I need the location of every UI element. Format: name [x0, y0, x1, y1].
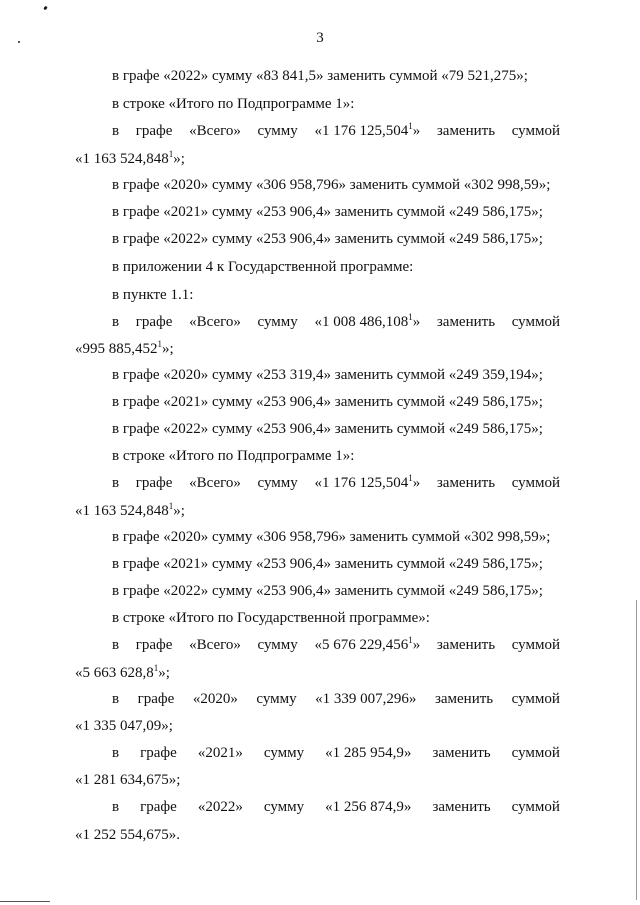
justified-word — [437, 474, 495, 492]
justified-word — [138, 690, 175, 708]
text-run: в — [112, 314, 120, 330]
justified-word — [136, 122, 173, 140]
text-line — [112, 528, 560, 546]
footnote-marker: 1 — [168, 149, 174, 159]
footnote-marker: 1 — [408, 635, 413, 645]
text-run: суммой — [511, 123, 560, 139]
text-line — [112, 258, 560, 276]
text-run: в графе «2022» сумму «253 906,4» заменить суммой «249 586,175»; — [112, 421, 543, 437]
text-run: «1 281 634,675»; — [75, 772, 181, 788]
justified-word — [435, 690, 493, 708]
text-run: в строке «Итого по Государственной программе»: — [112, 610, 430, 626]
text-run: заменить — [432, 799, 491, 815]
justified-word — [512, 636, 560, 654]
text-run: в — [112, 637, 120, 653]
justified-word — [136, 313, 173, 331]
scan-edge-line — [0, 901, 50, 902]
justified-word — [112, 122, 119, 140]
text-line — [112, 555, 560, 573]
text-run: в приложении 4 к Государственной программе: — [112, 259, 414, 275]
text-run: сумму — [256, 691, 297, 707]
page-number: 3 — [316, 30, 324, 46]
footnote-marker: 1 — [168, 501, 174, 511]
footnote-marker: 1 — [153, 663, 159, 673]
text-run: заменить — [434, 691, 494, 707]
footnote-marker: 1 — [408, 312, 413, 322]
justified-word — [112, 636, 119, 654]
text-line — [112, 230, 560, 248]
text-line — [75, 826, 560, 844]
text-line — [112, 95, 560, 113]
text-run: в графе «2020» сумму «306 958,796» заменить суммой «302 998,59»; — [112, 177, 551, 193]
text-run: в графе «2021» сумму «253 906,4» заменить суммой «249 586,175»; — [112, 556, 543, 572]
justified-word — [112, 798, 119, 816]
text-run: »; — [173, 151, 185, 167]
text-run: сумму — [257, 475, 298, 491]
text-run: «1 163 524,848 — [75, 151, 169, 167]
text-run: в — [112, 745, 120, 761]
footnote-marker: 1 — [408, 473, 413, 483]
justified-word — [314, 636, 420, 654]
justified-word — [112, 474, 119, 492]
text-line — [112, 690, 560, 708]
justified-word — [140, 744, 177, 762]
scan-speck — [43, 6, 48, 11]
text-run: «1 285 954,9» — [325, 745, 412, 761]
text-run: в графе «2020» сумму «306 958,796» заменить суммой «302 998,59»; — [112, 529, 551, 545]
justified-word — [189, 122, 241, 140]
justified-word — [256, 690, 296, 708]
text-run: суммой — [511, 745, 560, 761]
text-run: «Всего» — [189, 637, 241, 653]
text-run: графе — [137, 691, 175, 707]
justified-word — [512, 122, 560, 140]
justified-word — [258, 474, 298, 492]
text-run: в графе «2022» сумму «83 841,5» заменить суммой «79 521,275»; — [112, 68, 528, 84]
text-line — [112, 744, 560, 762]
justified-word — [512, 744, 560, 762]
justified-word — [314, 313, 420, 331]
justified-word — [198, 798, 243, 816]
text-run: »; — [173, 503, 185, 519]
justified-word — [112, 690, 119, 708]
text-run: в — [112, 475, 120, 491]
text-run: «1 176 125,504 — [314, 475, 409, 491]
text-run: «1 008 486,108 — [314, 314, 409, 330]
text-run: «5 676 229,456 — [314, 637, 409, 653]
text-run: сумму — [257, 637, 298, 653]
justified-word — [112, 313, 119, 331]
text-run: графе — [135, 637, 173, 653]
text-run: «5 663 628,8 — [75, 665, 154, 681]
text-line — [112, 313, 560, 331]
text-line — [112, 393, 560, 411]
text-run: »; — [158, 665, 170, 681]
justified-word — [112, 744, 119, 762]
justified-word — [198, 744, 243, 762]
text-run: графе — [135, 314, 173, 330]
text-line — [75, 664, 560, 682]
text-run: «2021» — [197, 745, 243, 761]
text-line — [75, 150, 560, 168]
justified-word — [258, 636, 298, 654]
justified-word — [437, 636, 495, 654]
text-line — [112, 609, 560, 627]
text-run: «1 256 874,9» — [325, 799, 412, 815]
text-line — [112, 447, 560, 465]
justified-word — [512, 474, 560, 492]
text-run: суммой — [511, 799, 560, 815]
text-run: в — [112, 799, 120, 815]
justified-word — [264, 798, 304, 816]
justified-word — [189, 474, 241, 492]
text-run: в пункте 1.1: — [112, 287, 194, 303]
text-run: суммой — [511, 314, 560, 330]
text-run: заменить — [436, 314, 496, 330]
text-run: » — [412, 475, 421, 491]
text-run: сумму — [257, 123, 298, 139]
text-run: заменить — [436, 123, 496, 139]
scan-edge-line — [636, 600, 637, 900]
footnote-marker: 1 — [157, 339, 162, 349]
justified-word — [189, 636, 241, 654]
justified-word — [193, 690, 238, 708]
text-run: «1 163 524,848 — [75, 503, 169, 519]
justified-word — [258, 313, 298, 331]
text-run: в — [112, 691, 120, 707]
justified-word — [264, 744, 304, 762]
text-line — [112, 67, 560, 85]
text-run: » — [412, 314, 421, 330]
justified-word — [432, 798, 490, 816]
text-run: в графе «2020» сумму «253 319,4» заменить суммой «249 359,194»; — [112, 367, 543, 383]
text-run: в графе «2022» сумму «253 906,4» заменить суммой «249 586,175»; — [112, 231, 543, 247]
text-run: графе — [135, 123, 173, 139]
text-run: в — [112, 123, 120, 139]
text-line — [112, 203, 560, 221]
text-line — [75, 502, 560, 520]
text-run: графе — [140, 799, 177, 815]
text-run: в графе «2021» сумму «253 906,4» заменить суммой «249 586,175»; — [112, 204, 543, 220]
text-run: «1 339 007,296» — [315, 691, 417, 707]
justified-word — [512, 313, 560, 331]
text-run: «2022» — [197, 799, 243, 815]
justified-word — [189, 313, 241, 331]
text-run: заменить — [432, 745, 491, 761]
text-run: графе — [140, 745, 177, 761]
justified-word — [136, 474, 173, 492]
text-run: «2020» — [192, 691, 238, 707]
justified-word — [325, 798, 411, 816]
text-line — [112, 286, 560, 304]
text-line — [112, 420, 560, 438]
text-line — [112, 366, 560, 384]
justified-word — [512, 798, 560, 816]
text-run: заменить — [436, 637, 496, 653]
text-line — [75, 717, 560, 735]
justified-word — [140, 798, 177, 816]
text-run: суммой — [511, 691, 560, 707]
text-run: сумму — [263, 745, 305, 761]
text-line — [112, 636, 560, 654]
text-line — [75, 771, 560, 789]
justified-word — [432, 744, 490, 762]
text-run: сумму — [257, 314, 298, 330]
justified-word — [314, 474, 420, 492]
text-run: «Всего» — [189, 123, 241, 139]
footnote-marker: 1 — [408, 121, 413, 131]
text-line — [112, 474, 560, 492]
justified-word — [437, 122, 495, 140]
text-run: «1 335 047,09»; — [75, 718, 173, 734]
text-run: «1 176 125,504 — [314, 123, 409, 139]
text-line — [112, 122, 560, 140]
justified-word — [512, 690, 560, 708]
text-run: »; — [162, 341, 174, 357]
text-line — [112, 582, 560, 600]
text-run: в строке «Итого по Подпрограмме 1»: — [112, 448, 355, 464]
text-run: «1 252 554,675». — [75, 827, 180, 843]
text-run: «Всего» — [189, 475, 241, 491]
text-run: в строке «Итого по Подпрограмме 1»: — [112, 96, 355, 112]
justified-word — [136, 636, 173, 654]
text-run: в графе «2021» сумму «253 906,4» заменить суммой «249 586,175»; — [112, 394, 543, 410]
text-run: «995 885,452 — [75, 341, 158, 357]
justified-word — [325, 744, 411, 762]
text-run: сумму — [263, 799, 305, 815]
text-run: графе — [135, 475, 173, 491]
text-run: суммой — [511, 637, 560, 653]
text-run: » — [412, 637, 421, 653]
text-line — [75, 340, 560, 358]
justified-word — [314, 122, 420, 140]
justified-word — [437, 313, 495, 331]
text-run: заменить — [436, 475, 496, 491]
justified-word — [315, 690, 416, 708]
text-run: » — [412, 123, 421, 139]
justified-word — [258, 122, 298, 140]
text-line — [112, 798, 560, 816]
text-run: в графе «2022» сумму «253 906,4» заменить суммой «249 586,175»; — [112, 583, 543, 599]
text-run: «Всего» — [189, 314, 241, 330]
text-line — [112, 176, 560, 194]
text-run: суммой — [511, 475, 560, 491]
